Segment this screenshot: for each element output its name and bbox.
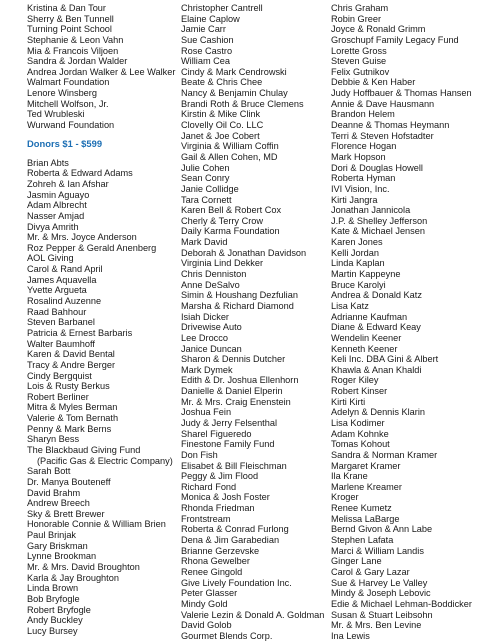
donor-name: Edie & Michael Lehman-Boddicker <box>331 598 472 609</box>
donor-name: Richard Fond <box>181 481 237 492</box>
donor-name: Penny & Mark Berns <box>27 423 112 434</box>
donor-name: Brianne Gerzevske <box>181 545 260 556</box>
donor-name: Elaine Caplow <box>181 13 240 24</box>
donor-name: Don Fish <box>181 449 218 460</box>
donor-name: Valerie Lezin & Donald A. Goldman <box>181 609 325 620</box>
donor-name: Judy Hoffbauer & Thomas Hansen <box>331 88 472 99</box>
donor-name: Frontstream <box>181 513 231 524</box>
donor-name: Peter Glasser <box>181 588 238 599</box>
donor-list-top <box>27 3 177 131</box>
donor-name: Mr. & Mrs. David Broughton <box>27 562 140 573</box>
donor-name: Wendelin Keener <box>331 332 402 343</box>
donor-name: Jamie Carr <box>181 24 226 35</box>
donor-name: Bruce Karolyi <box>331 279 386 290</box>
donor-name: Stephanie & Leon Vahn <box>27 34 124 45</box>
donor-name: Susan & Stuart Leibsohn <box>331 609 433 620</box>
donor-name: Sandra & Jordan Walder <box>27 56 128 67</box>
donor-name: Sarah Bott <box>27 466 71 477</box>
donor-name: Adam Kohnke <box>331 428 389 439</box>
donor-name: Ted Wrubleski <box>27 109 85 120</box>
donor-name: Christopher Cantrell <box>181 3 263 13</box>
donor-name: Mr. & Mrs. Joyce Anderson <box>27 232 137 243</box>
donor-name: The Blackbaud Giving Fund <box>27 444 141 455</box>
donor-name: Jasmin Aguayo <box>27 189 90 200</box>
donor-name: Andy Buckley <box>27 615 83 626</box>
donor-name: Monica & Josh Foster <box>181 492 270 503</box>
donor-name: Cindy & Mark Cendrowski <box>181 66 287 77</box>
donor-name: Martin Kappeyne <box>331 269 401 280</box>
donor-name: Rhona Gewelber <box>181 556 250 567</box>
donor-name: Ila Krane <box>331 471 368 482</box>
donor-name: Terri & Steven Hofstadter <box>331 130 434 141</box>
donor-name: Mark Hopson <box>331 151 386 162</box>
donor-name: Kirti Kirti <box>331 396 366 407</box>
donor-name: Virginia Lind Dekker <box>181 258 264 269</box>
donor-name: Mindy & Joseph Lebovic <box>331 588 431 599</box>
donor-name: Karla & Jay Broughton <box>27 572 119 583</box>
donor-name: Sharel Figueredo <box>181 428 252 439</box>
donor-name: Isiah Dicker <box>181 311 229 322</box>
donor-name: Tracy & Andre Berger <box>27 359 115 370</box>
donor-name: Robert Bryfogle <box>27 604 91 615</box>
donor-name: Sue & Harvey Le Valley <box>331 577 428 588</box>
donor-name: Marci & William Landis <box>331 545 424 556</box>
donor-name: Brandi Roth & Bruce Clemens <box>181 98 304 109</box>
donor-name: Linda Kaplan <box>331 258 385 269</box>
donor-name: Roberta & Edward Adams <box>27 168 133 179</box>
donor-name: Kelli Jordan <box>331 247 380 258</box>
donor-name: Mr. & Mrs. Ben Levine <box>331 620 422 631</box>
donor-column-2 <box>181 3 331 641</box>
donor-name: Debbie & Ken Haber <box>331 77 416 88</box>
donor-name: Kristina & Dan Tour <box>27 3 106 13</box>
donor-name: Adam Albrecht <box>27 200 87 211</box>
donor-name: Divya Amrith <box>27 221 79 232</box>
donor-name: Anne DeSalvo <box>181 279 240 290</box>
donor-name: Robin Greer <box>331 13 382 24</box>
donor-name: Margaret Kramer <box>331 460 401 471</box>
donor-name: Turning Point School <box>27 24 112 35</box>
donor-name: Lucy Bursey <box>27 625 78 636</box>
donor-column-3 <box>331 3 491 641</box>
donor-name: Steven Barbanel <box>27 317 95 328</box>
donor-tier-heading: Donors $1 - $599 <box>27 137 103 149</box>
donor-name: Chris Denniston <box>181 269 247 280</box>
donor-name: Cindy Bergquist <box>27 370 92 381</box>
donor-name: Carol & Gary Lazar <box>331 566 410 577</box>
donor-name: Karen Bell & Robert Cox <box>181 205 282 216</box>
donor-name: Give Lively Foundation Inc. <box>181 577 292 588</box>
donor-name: Renee Kumetz <box>331 503 392 514</box>
donor-name: Janice Duncan <box>181 343 242 354</box>
donor-name: Cherly & Terry Crow <box>181 215 264 226</box>
donor-name: Judy & Jerry Felsenthal <box>181 417 277 428</box>
donor-name: Kate & Michael Jensen <box>331 226 425 237</box>
donor-name: Andrea Jordan Walker & Lee Walker <box>27 66 176 77</box>
donor-name: Groschupf Family Legacy Fund <box>331 34 459 45</box>
donor-name: Mia & Francois Viljoen <box>27 45 119 56</box>
donor-name: Kenneth Keener <box>331 343 398 354</box>
donor-name: Sharon & Dennis Dutcher <box>181 354 286 365</box>
donor-name: Keli Inc. DBA Gini & Albert <box>331 354 439 365</box>
donor-name: Karen & David Bental <box>27 349 115 360</box>
donor-name: Mark Dymek <box>181 364 233 375</box>
donor-name: Adelyn & Dennis Klarin <box>331 407 425 418</box>
donor-name: Walter Baumhoff <box>27 338 95 349</box>
donor-name: Jonathan Jannicola <box>331 205 411 216</box>
donor-name: Lenore Winsberg <box>27 88 97 99</box>
donor-name: Peggy & Jim Flood <box>181 471 259 482</box>
donor-name: Patricia & Ernest Barbaris <box>27 327 133 338</box>
donor-name: Linda Brown <box>27 583 79 594</box>
donor-name: Roz Pepper & Gerald Anenberg <box>27 242 157 253</box>
donor-name: Elisabet & Bill Fleischman <box>181 460 287 471</box>
donor-name: Valerie & Tom Bernath <box>27 413 119 424</box>
donor-name: Tomas Kohout <box>331 439 390 450</box>
donor-name: Roberta Hyman <box>331 173 396 184</box>
donor-name: Sue Cashion <box>181 34 234 45</box>
donor-name: Mindy Gold <box>181 598 228 609</box>
donor-name: Daily Karma Foundation <box>181 226 280 237</box>
donor-name: Steven Guise <box>331 56 387 67</box>
donor-name: Ina Lewis <box>331 630 370 641</box>
donor-name: Deborah & Jonathan Davidson <box>181 247 307 258</box>
donor-name: Marsha & Richard Diamond <box>181 300 294 311</box>
donor-name: Roger Kiley <box>331 375 379 386</box>
donor-name: Julie Cohen <box>181 162 230 173</box>
donor-name: Rosalind Auzenne <box>27 296 102 307</box>
donor-name: James Aquavella <box>27 274 97 285</box>
donor-name: Paul Brinjak <box>27 530 77 541</box>
donor-name: Bob Bryfogle <box>27 593 80 604</box>
donor-name: Lisa Katz <box>331 300 369 311</box>
donor-name: Felix Gutnikov <box>331 66 390 77</box>
donor-name: Renee Gingold <box>181 566 243 577</box>
donor-name: Sharyn Bess <box>27 434 80 445</box>
donor-name: Brandon Helem <box>331 109 395 120</box>
donor-name: David Brahm <box>27 487 81 498</box>
donor-name: Simin & Houshang Dezfulian <box>181 290 298 301</box>
donor-name: Nancy & Benjamin Chulay <box>181 88 288 99</box>
donor-name: William Cea <box>181 56 231 67</box>
donor-name: Yvette Argueta <box>27 285 87 296</box>
donor-name: Rhonda Friedman <box>181 503 255 514</box>
donor-name: IVI Vision, Inc. <box>331 183 390 194</box>
donor-name: Gail & Allen Cohen, MD <box>181 151 278 162</box>
donor-name: Dori & Douglas Howell <box>331 162 423 173</box>
donor-name: Andrew Breech <box>27 498 90 509</box>
donor-name: Florence Hogan <box>331 141 397 152</box>
donor-name: Robert Kinser <box>331 386 388 397</box>
donor-name: Wurwand Foundation <box>27 120 115 131</box>
donor-name: Edith & Dr. Joshua Ellenhorn <box>181 375 299 386</box>
donor-name: David Golob <box>181 620 232 631</box>
donor-name: Lynne Brookman <box>27 551 97 562</box>
donor-name: Stephen Lafata <box>331 535 394 546</box>
donor-name: Gary Briskman <box>27 540 88 551</box>
donor-name: Adrianne Kaufman <box>331 311 408 322</box>
donor-name: Melissa LaBarge <box>331 513 400 524</box>
donor-column-1 <box>27 3 177 637</box>
donor-name: Beate & Chris Chee <box>181 77 263 88</box>
donor-name: Sherry & Ben Tunnell <box>27 13 114 24</box>
donor-name: Sky & Brett Brewer <box>27 508 105 519</box>
donor-name: Carol & Rand April <box>27 264 103 275</box>
donor-name: Kirti Jangra <box>331 194 378 205</box>
donor-name: Dena & Jim Garabedian <box>181 535 280 546</box>
donor-name: Dr. Manya Bouteneff <box>27 476 111 487</box>
donor-name: Mark David <box>181 237 228 248</box>
donor-name: J.P. & Shelley Jefferson <box>331 215 428 226</box>
donor-name: Deanne & Thomas Heymann <box>331 120 450 131</box>
donor-name: Drivewise Auto <box>181 322 242 333</box>
donor-name: Danielle & Daniel Elperin <box>181 386 283 397</box>
donor-name: Janet & Joe Cobert <box>181 130 260 141</box>
donor-name: Nasser Amjad <box>27 210 85 221</box>
donor-name: Mitra & Myles Berman <box>27 402 118 413</box>
donor-name: Lois & Rusty Berkus <box>27 381 110 392</box>
donor-name: Joshua Fein <box>181 407 232 418</box>
donor-name: Virginia & William Coffin <box>181 141 279 152</box>
donor-name: Roberta & Conrad Furlong <box>181 524 289 535</box>
donor-name: Bernd Givon & Ann Labe <box>331 524 433 535</box>
donor-name: Rose Castro <box>181 45 233 56</box>
donor-name: Gourmet Blends Corp. <box>181 630 273 641</box>
donor-name: Joyce & Ronald Grimm <box>331 24 426 35</box>
donor-name: Karen Jones <box>331 237 383 248</box>
donor-name: (Pacific Gas & Electric Company) <box>37 455 173 466</box>
donor-name: Zohreh & Ian Afshar <box>27 178 109 189</box>
donor-name: Honorable Connie & William Brien <box>27 519 166 530</box>
donor-name: Marlene Kreamer <box>331 481 402 492</box>
donor-name: Finestone Family Fund <box>181 439 275 450</box>
donor-name: Raad Bahhour <box>27 306 87 317</box>
donor-name: Lee Drocco <box>181 332 228 343</box>
donor-list-tier <box>27 158 177 637</box>
donor-name: Sandra & Norman Kramer <box>331 449 438 460</box>
donor-name: Andrea & Donald Katz <box>331 290 422 301</box>
donor-name: Kroger <box>331 492 359 503</box>
donor-name: AOL Giving <box>27 253 74 264</box>
donor-name: Clovelly Oil Co. LLC <box>181 120 264 131</box>
donor-name: Mr. & Mrs. Craig Enenstein <box>181 396 291 407</box>
donor-name: Tara Cornett <box>181 194 232 205</box>
donor-name: Annie & Dave Hausmann <box>331 98 435 109</box>
donor-name: Lisa Kodimer <box>331 417 385 428</box>
donor-name: Mitchell Wolfson, Jr. <box>27 98 109 109</box>
donor-name: Lorette Gross <box>331 45 387 56</box>
donor-name: Sean Conry <box>181 173 230 184</box>
donor-name: Diane & Edward Keay <box>331 322 421 333</box>
donor-name: Ginger Lane <box>331 556 382 567</box>
donor-name: Walmart Foundation <box>27 77 110 88</box>
donor-name: Robert Berliner <box>27 391 89 402</box>
donor-name: Khawla & Anan Khaldi <box>331 364 422 375</box>
donor-name: Chris Graham <box>331 3 389 13</box>
donor-name: Brian Abts <box>27 157 69 168</box>
donor-name: Janie Collidge <box>181 183 239 194</box>
donor-name: Kirstin & Mike Clink <box>181 109 261 120</box>
